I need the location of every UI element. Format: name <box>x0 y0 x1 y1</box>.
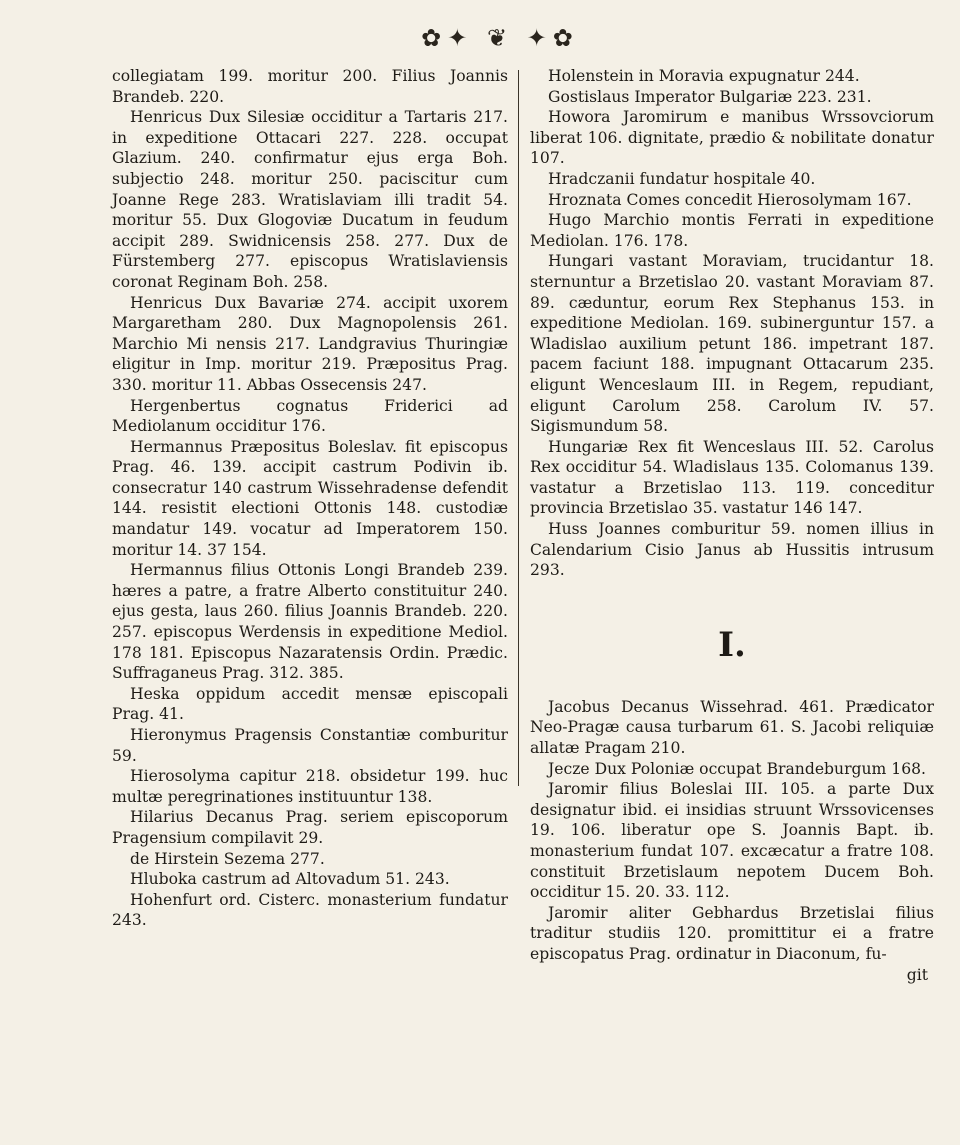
right-column <box>530 66 934 1001</box>
index-entry: Jacobus Decanus Wissehrad. 461. Prædicator Neo-Pragæ causa turbarum 61. S. Jacobi reliquiæ allatæ Pragam 210. <box>530 697 934 758</box>
index-entry: Hilarius Decanus Prag. seriem episcoporum Pragensium compilavit 29. <box>112 808 508 847</box>
index-entry: Henricus Dux Silesiæ occiditur a Tartaris 217. in expeditione Ottacari 227. 228. occupat Glazium. 240. confirmatur ejus erga Boh. subjectio 248. moritur 250. paciscitur cum Joanne Rege 283. Wratislaviam illi tradit 54. moritur 55. Dux Glogoviæ Ducatum in feudum accipit 289. Swidnicensis 258. 277. Dux de Fürstemberg 277. episcopus Wratislaviensis coronat Reginam Boh. 258. <box>112 108 508 291</box>
index-entry: Howora Jaromirum e manibus Wrssovciorum liberat 106. dignitate, prædio & nobilitate donatur 107. <box>530 108 934 168</box>
catchword: git <box>906 965 928 984</box>
index-entry: Hugo Marchio montis Ferrati in expeditione Mediolan. 176. 178. <box>530 211 934 250</box>
index-entry: Hermannus Præpositus Boleslav. fit episcopus Prag. 46. 139. accipit castrum Podivin ib. consecratur 140 castrum Wissehradense defendit 144. resistit electioni Ottonis 148. custodiæ mandatur 149. vocatur ad Imperatorem 150. moritur 14. 37 154. <box>112 437 508 559</box>
index-entry: Hermannus filius Ottonis Longi Brandeb 239. hæres a patre, a fratre Alberto constituitur 240. ejus gesta, laus 260. filius Joannis Brandeb. 220. 257. episcopus Werdensis in expeditione Mediol. 178 181. Episcopus Nazaratensis Ordin. Prædic. Suffraganeus Prag. 312. 385. <box>112 561 508 683</box>
section-letter-heading: I. <box>718 624 746 665</box>
index-entry: Henricus Dux Bavariæ 274. accipit uxorem Margaretham 280. Dux Magnopolensis 261. Marchio Mi nensis 217. Landgravius Thuringiæ eligitur in Imp. moritur 219. Præpositus Prag. 330. moritur 11. Abbas Ossecensis 247. <box>112 293 508 394</box>
index-entry: Hierosolyma capitur 218. obsidetur 199. huc multæ peregrinationes instituuntur 138. <box>112 767 508 806</box>
index-entry: Hroznata Comes concedit Hierosolymam 167. <box>548 190 912 209</box>
index-entry: Hungariæ Rex fit Wenceslaus III. 52. Carolus Rex occiditur 54. Wladislaus 135. Colomanus 139. vastatur a Brzetislao 113. 119. conceditur provincia Brzetislao 35. vastatur 146 147. <box>530 437 934 518</box>
column-divider <box>518 70 519 786</box>
index-entry: Heska oppidum accedit mensæ episcopali Prag. 41. <box>112 684 508 724</box>
index-entry: Hradczanii fundatur hospitale 40. <box>548 169 816 188</box>
header-ornament: ✿✦ ❦ ✦✿ <box>421 24 579 52</box>
index-entry: Holenstein in Moravia expugnatur 244. <box>548 67 860 85</box>
index-entry: Jecze Dux Poloniæ occupat Brandeburgum 168. <box>548 759 927 778</box>
index-entry: de Hirstein Sezema 277. <box>130 849 325 868</box>
index-entry: Huss Joannes comburitur 59. nomen illius in Calendarium Cisio Janus ab Hussitis intrusum 293. <box>530 520 934 580</box>
index-entry: Gostislaus Imperator Bulgariæ 223. 231. <box>548 87 872 106</box>
index-columns <box>112 66 934 1126</box>
left-column <box>112 66 508 931</box>
index-entry: Jaromir filius Boleslai III. 105. a parte Dux designatur ibid. ei insidias struunt Wrssovicenses 19. 106. liberatur ope S. Joannis Bapt. ib. monasterium fundat 107. excæcatur a fratre 108. constituit Brzetislaum nepotem Ducem Boh. occiditur 15. 20. 33. 112. <box>530 780 934 902</box>
index-entry: Hohenfurt ord. Cisterc. monasterium fundatur 243. <box>112 890 508 930</box>
index-entry: Hungari vastant Moraviam, trucidantur 18. sternuntur a Brzetislao 20. vastant Moraviam 87. 89. cæduntur, eorum Rex Stephanus 153. in expeditione Mediolan. 169. subinerguntur 157. a Wladislao auxilium petunt 186. impetrant 187. pacem faciunt 188. impugnant Ottacarum 235. eligunt Wenceslaum III. in Regem, repudiant, eligunt Carolum 258. Carolum IV. 57. Sigismundum 58. <box>530 252 934 436</box>
index-entry: Hluboka castrum ad Altovadum 51. 243. <box>130 870 450 889</box>
index-entry: Hergenbertus cognatus Friderici ad Mediolanum occiditur 176. <box>112 396 508 436</box>
index-entry: Jaromir aliter Gebhardus Brzetislai filius traditur studiis 120. promittitur ei a fratre episcopatus Prag. ordinatur in Diaconum, fu- <box>530 903 934 963</box>
index-entry: collegiatam 199. moritur 200. Filius Joannis Brandeb. 220. <box>112 67 508 106</box>
index-entry: Hieronymus Pragensis Constantiæ comburitur 59. <box>112 726 508 765</box>
